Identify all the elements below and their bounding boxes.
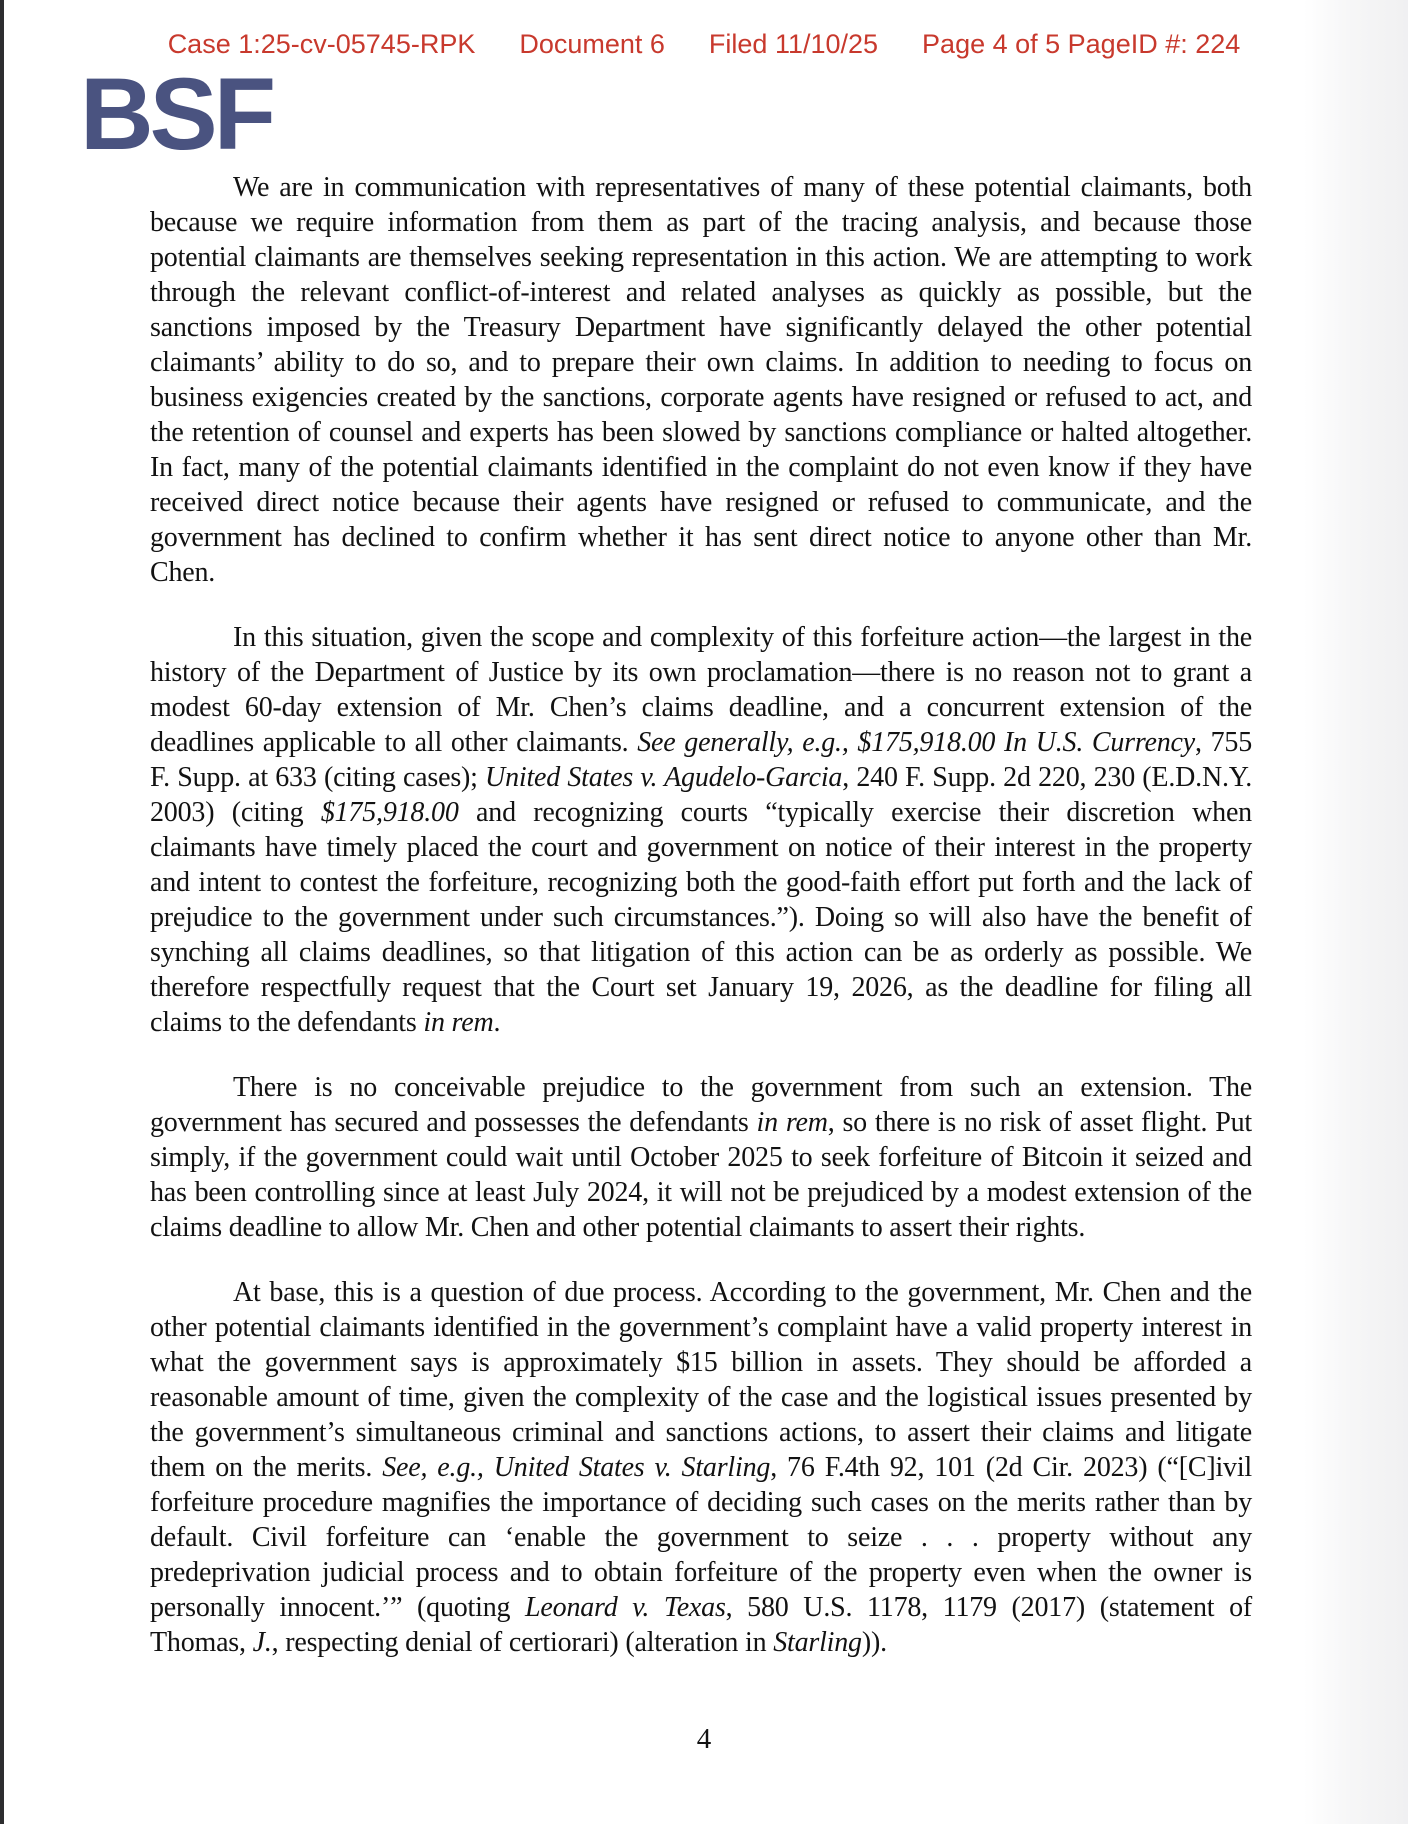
court-stamp-header: [0, 28, 1408, 60]
citation-italic-text: in rem: [423, 1007, 494, 1038]
citation-italic-text: J.: [252, 1627, 272, 1658]
body-text: , 240 F. Supp. 2d 220, 230 (E.D.N.Y. 2003) (citing: [150, 762, 1252, 828]
bsf-logo: BSF: [80, 57, 272, 171]
stamp-document-number: Document 6: [519, 29, 665, 59]
citation-italic-text: in rem: [756, 1107, 828, 1138]
body-paragraph: [150, 1275, 1252, 1660]
citation-italic-text: Starling: [773, 1627, 862, 1658]
body-paragraph: [150, 620, 1252, 1040]
body-text: We are in communication with representatives of many of these potential claimants, both because we require information from them as part of the tracing analysis, and because those potential claimants are themselves seeking representation in this action. We are attempting to work through the relevant conflict-of-interest and related analyses as quickly as possible, but the sanctions imposed by the Treasury Department have significantly delayed the other potential claimants’ ability to do so, and to prepare their own claims. In addition to needing to focus on business exigencies created by the sanctions, corporate agents have resigned or refused to act, and the retention of counsel and experts has been slowed by sanctions compliance or halted altogether. In fact, many of the potential claimants identified in the complaint do not even know if they have received direct notice because their agents have resigned or refused to communicate, and the government has declined to confirm whether it has sent direct notice to anyone other than Mr. Chen.: [150, 172, 1252, 588]
body-text: , respecting denial of certiorari) (alteration in: [271, 1627, 774, 1658]
body-text: .: [493, 1007, 501, 1038]
scan-edge-left: [0, 0, 4, 1824]
body-text: , 580 U.S. 1178, 1179 (2017) (statement of Thomas,: [150, 1592, 1252, 1658]
body-text: At base, this is a question of due process. According to the government, Mr. Chen and the other potential claimants identified in the government’s complaint have a valid property interest in what the government says is approximately $15 billion in assets. They should be afforded a reasonable amount of time, given the complexity of the case and the logistical issues presented by the government’s simultaneous criminal and sanctions actions, to assert their claims and litigate them on the merits.: [150, 1277, 1252, 1483]
body-text: , 76 F.4th 92, 101 (2d Cir. 2023) (“[C]ivil forfeiture procedure magnifies the importance of deciding such cases on the merits rather than by default. Civil forfeiture can ‘enable the government to seize . . . property without any predeprivation judicial process and to obtain forfeiture of the property even when the owner is personally innocent.’” (quoting: [150, 1452, 1253, 1623]
citation-italic-text: Leonard v. Texas: [525, 1592, 726, 1623]
body-paragraph: [150, 1070, 1252, 1245]
document-body: [150, 170, 1252, 1690]
citation-italic-text: United States v. Agudelo-Garcia: [485, 762, 843, 793]
body-text: , so there is no risk of asset flight. Put simply, if the government could wait until October 2025 to seek forfeiture of Bitcoin it seized and has been controlling since at least July 2024, it will not be prejudiced by a modest extension of the claims deadline to allow Mr. Chen and other potential claimants to assert their rights.: [150, 1107, 1252, 1243]
citation-italic-text: See generally, e.g., $175,918.00 In U.S. Currency: [637, 727, 1196, 758]
body-text: In this situation, given the scope and complexity of this forfeiture action—the largest in the history of the Department of Justice by its own proclamation—there is no reason not to grant a modest 60-day extension of Mr. Chen’s claims deadline, and a concurrent extension of the deadlines applicable to all other claimants.: [150, 622, 1252, 758]
body-text: )).: [861, 1627, 887, 1658]
body-paragraph: [150, 170, 1252, 590]
body-text: There is no conceivable prejudice to the government from such an extension. The government has secured and possesses the defendants: [150, 1072, 1252, 1138]
body-text: , 755 F. Supp. at 633 (citing cases);: [150, 727, 1252, 793]
citation-italic-text: See, e.g., United States v. Starling: [382, 1452, 771, 1483]
page-number: 4: [696, 1723, 712, 1755]
stamp-case-number: Case 1:25-cv-05745-RPK: [167, 29, 476, 59]
stamp-page-id: Page 4 of 5 PageID #: 224: [922, 29, 1241, 59]
scan-edge-right: [1303, 0, 1408, 1824]
stamp-filed-date: Filed 11/10/25: [708, 29, 879, 59]
body-text: and recognizing courts “typically exercise their discretion when claimants have timely placed the court and government on notice of their interest in the property and intent to contest the forfeiture, recognizing both the good-faith effort put forth and the lack of prejudice to the government under such circumstances.”). Doing so will also have the benefit of synching all claims deadlines, so that litigation of this action can be as orderly as possible. We therefore respectfully request that the Court set January 19, 2026, as the deadline for filing all claims to the defendants: [150, 797, 1252, 1038]
citation-italic-text: $175,918.00: [320, 797, 459, 828]
